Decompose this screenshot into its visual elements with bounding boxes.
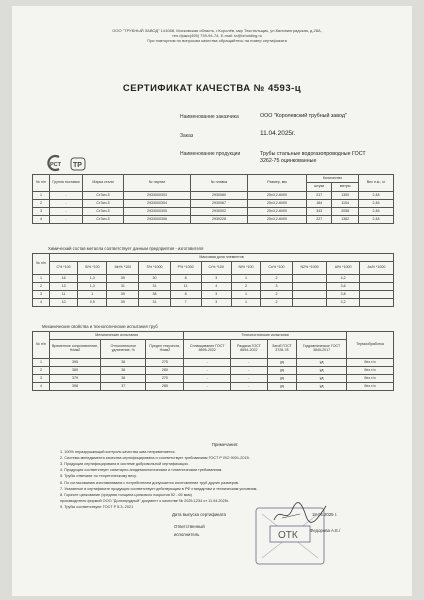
group-header: Массовая доля элементов [50,254,394,262]
chem-caption: Химический состав металла соответствует данным предприятия - изготовителя [48,246,204,251]
cell: уд [267,359,297,367]
table-row [33,299,394,307]
table-row [33,367,394,375]
cell: 2933000303 [124,192,191,200]
cell: 2930228 [191,216,248,224]
responsible-name: Федорова А.Е./ [310,528,341,533]
cell: уд [297,367,347,375]
cell: 2 [33,200,50,208]
cell: 227 [307,216,332,224]
cell: 379 [50,375,101,383]
col-header: Группа поставки [50,175,83,192]
cell: 2,46 [359,208,394,216]
cell: 1,3 [78,283,107,291]
cell: без т/о [347,375,394,383]
cell: - [184,375,231,383]
cell: 31 [107,283,139,291]
header-line-2: тел./факс(495) 739-94-74, E-mail: tz@tzholding.ru [171,33,263,39]
cell: 8 [170,275,201,283]
cell: 3 [33,375,50,383]
cell [359,291,393,299]
cell: 4 [33,383,50,391]
cell: 4,2 [327,275,359,283]
cell: 2933000304 [124,200,191,208]
note-item: 3. Продукция сертифицирована в системе добровольной сертификации. [60,462,189,467]
cell: 2 [33,367,50,375]
cell: 398 [50,383,101,391]
note-item: 5. Трубы отвечают по теоретическому весу. [60,474,137,479]
cell: 3 [201,275,231,283]
cell: 1 [33,192,50,200]
cell: 36 [101,359,146,367]
cell: 36 [101,375,146,383]
cell: 30 [139,275,170,283]
note-item: производитель фирмой ООО "Долгопрудный" документ о качестве № 2025-1234 от 11.04.2025г. [60,498,229,503]
logo-pct-text: PCT [50,162,61,168]
mechanical-table [32,331,394,391]
cell: без т/о [347,383,394,391]
col-header: Марка стали [83,175,124,192]
cell: 2933000305 [124,208,191,216]
logo-tp-text: TP [73,162,82,169]
cell: - [231,383,267,391]
cell: 2 [261,275,292,283]
cell: 39 [107,299,139,307]
certificate-page [12,6,412,596]
cell: 275 [146,359,184,367]
col-header: Si% *100 [78,262,107,275]
cell: 8 [170,291,201,299]
cell: 25х3,2-6000 [248,192,307,200]
col-header: Размер, мм [248,175,307,192]
cell: 270 [146,375,184,383]
cell: 343 [307,208,332,216]
cell: 1 [231,275,260,283]
cell: 25х3,2-6000 [248,208,307,216]
cell: 2 [261,299,292,307]
col-header: Cr% *100 [201,262,231,275]
cell: 39 [107,275,139,283]
col-header: Mn% *100 [107,262,139,275]
logo-pct [45,154,65,172]
table-row [33,375,394,383]
header-line-3: При повторном по вопросам качества обращайтесь на номер сертификата [147,38,287,44]
product-value: Трубы стальные водогазопроводные ГОСТ 3262-75 оцинкованные [260,151,366,164]
notes-title: Примечания: [211,442,239,447]
col-header: Ni% *100 [231,262,260,275]
cell: - [184,359,231,367]
customer-value: ООО "Королевский трубный завод" [260,113,347,119]
cell: 2,46 [359,200,394,208]
cell: 2 [261,291,292,299]
sub-header: штуки [307,183,332,192]
table-row [33,192,394,200]
cell: 2 [231,283,260,291]
cell: - [50,216,83,224]
cell: 2058 [332,208,359,216]
logo-tp [70,157,86,171]
cell: 7 [170,299,201,307]
cell: 2933000306 [124,216,191,224]
note-item: 2. Система менеджмента качества сертифицирована и соответствует требованиям ГОСТ Р ISO 9001-2015. [60,456,250,461]
cell: 38 [139,291,170,299]
cell: 2930080 [191,192,248,200]
col-header: As% *1000 [359,262,393,275]
col-header: Загиб ГОСТ 3728-78 [267,340,297,359]
col-header: N2% *1000 [292,262,327,275]
col-header: Предел текучести, Н/мм2 [146,340,184,359]
cell: 3 [261,283,292,291]
signature-scribble [270,500,330,526]
cell: 2 [33,283,50,291]
col-header: № партии [124,175,191,192]
cell: 217 [307,192,332,200]
cell: 0,9 [78,299,107,307]
cell: 1 [33,275,50,283]
cell: 1,3 [78,275,107,283]
sub-header: метры [332,183,359,192]
table-row [33,383,394,391]
col-header: № п/п [33,175,50,192]
header-line-1: ООО "ТРУБНЫЙ ЗАВОД" 141088, Московская область, г.Королёв, мкр Текстильщик, ул.Калининградская, д.28А, [112,28,322,33]
cell [292,275,327,283]
cell: - [231,375,267,383]
note-item: 7. Указанные в сертификате продукция соответствует действующим в РФ стандартам и техническим условиям. [60,486,258,491]
cell [359,283,393,291]
cell: 36 [101,367,146,375]
col-header: № п/п [33,332,50,359]
col-header: C% *100 [50,262,78,275]
order-value: 11.04.2025г. [260,130,296,137]
cell: 4 [201,283,231,291]
cell: Ст3сп-5 [83,200,124,208]
col-header: Относительное удлинение, % [101,340,146,359]
cell: 1 [33,359,50,367]
cell [292,291,327,299]
cell: Ст3сп-5 [83,216,124,224]
cell: 2,48 [359,192,394,200]
cell: 1 [231,291,260,299]
cell: - [50,208,83,216]
certificate-title: СЕРТИФИКАТ КАЧЕСТВА № 4593-ц [122,83,302,94]
cell: 37 [101,383,146,391]
group-header: Технологические испытания [184,332,347,340]
note-item: 6. По согласованию изготавливаем с потребителем допускается изготовление труб других размеров. [60,480,239,485]
cell: Ст3сп-5 [83,208,124,216]
cell: 2930002 [191,208,248,216]
order-label: Заказ [180,133,194,139]
table-row [33,275,394,283]
cell: 2930067 [191,200,248,208]
table-row [33,216,394,224]
chemical-table [32,253,394,307]
cell: 3 [33,291,50,299]
cell: без т/о [347,359,394,367]
cell: 31 [139,299,170,307]
cell [292,299,327,307]
cell: Ст3сп-5 [83,192,124,200]
cell: уд [267,375,297,383]
cell: - [184,367,231,375]
cell: 3 [201,299,231,307]
batch-table [32,174,394,224]
cell: 380 [50,367,101,375]
cell: 4 [33,299,50,307]
customer-label: Наименование заказчика [180,114,239,120]
cell: - [50,200,83,208]
cell: 2,48 [359,216,394,224]
cell: 13 [50,283,78,291]
cell: 10 [50,299,78,307]
cell: 285 [146,383,184,391]
cell: уд [297,383,347,391]
cell: 31 [139,283,170,291]
table-row [33,283,394,291]
col-header: Термообработка [347,332,394,359]
cell: - [231,359,267,367]
cell: - [50,192,83,200]
notes-section [60,442,390,510]
responsible-label-2: исполнитель [174,532,200,537]
cell: 39 [107,291,139,299]
col-header: Временное сопротивление, Н/мм2 [50,340,101,359]
table-row [33,208,394,216]
cell: 1300 [332,192,359,200]
col-header: P% *1000 [170,262,201,275]
cell: 25х3,2-6000 [248,216,307,224]
table-row [33,291,394,299]
col-header: Cu% *100 [261,262,292,275]
cell: 184 [307,200,332,208]
cell [359,299,393,307]
responsible-label: Ответственный [174,524,205,529]
col-header: Al% *1000 [327,262,359,275]
issue-date: 18.04.2025 г. [312,512,337,517]
col-header: S% *1000 [139,262,170,275]
mech-caption: Механические свойства и технологические испытания труб [42,324,158,329]
cell: 395 [50,359,101,367]
col-header: Раздача ГОСТ 8694-2022 [231,340,267,359]
cell [359,275,393,283]
cell: 4 [33,216,50,224]
cell: 280 [146,367,184,375]
cell: уд [297,359,347,367]
cell [292,283,327,291]
col-header: Гидравлическое ГОСТ 3845-2017 [297,340,347,359]
note-item: 9. Трубы соответствуют ГОСТ Р 5.3.-2021 [60,504,134,509]
col-header: № п/п [33,254,50,275]
col-header: Вес п.м., кг [359,175,394,192]
cell: 16 [50,275,78,283]
cell: - [231,367,267,375]
cell: уд [267,367,297,375]
cell: 3,2 [327,299,359,307]
col-header: Количество [307,175,359,183]
cell: 3 [201,291,231,299]
company-header [52,28,382,44]
cell: 3,8 [327,291,359,299]
cell: - [184,383,231,391]
note-item: 1. 100% неразрушающий контроль качества шва неприменяется. [60,450,176,455]
table-row [33,359,394,367]
product-label: Наименование продукции [180,151,241,157]
cell: уд [297,375,347,383]
cell: 1362 [332,216,359,224]
table-row [33,200,394,208]
cell: 1104 [332,200,359,208]
cell: 1 [78,291,107,299]
cell: уд [267,383,297,391]
cell: 3,6 [327,283,359,291]
group-header: Механические испытания [50,332,184,340]
cell: 11 [170,283,201,291]
note-item: 8. Горячее цинкование (средняя толщина цинкового покрытия 52 - 65 мкм) [60,492,192,497]
cell: 11 [50,291,78,299]
note-item: 4. Продукция соответствует санитарно-эпидемиологическим и гигиеническим требованиям. [60,468,223,473]
col-header: Сплющивание ГОСТ 8695-2022 [184,340,231,359]
cell: без т/о [347,367,394,375]
col-header: № плавок [191,175,248,192]
cell: 1 [231,299,260,307]
issue-date-label: Дата выпуска сертификата [172,512,226,517]
cell: 3 [33,208,50,216]
stamp-text: ОТК [278,530,298,541]
cell: 25х3,2-6000 [248,200,307,208]
